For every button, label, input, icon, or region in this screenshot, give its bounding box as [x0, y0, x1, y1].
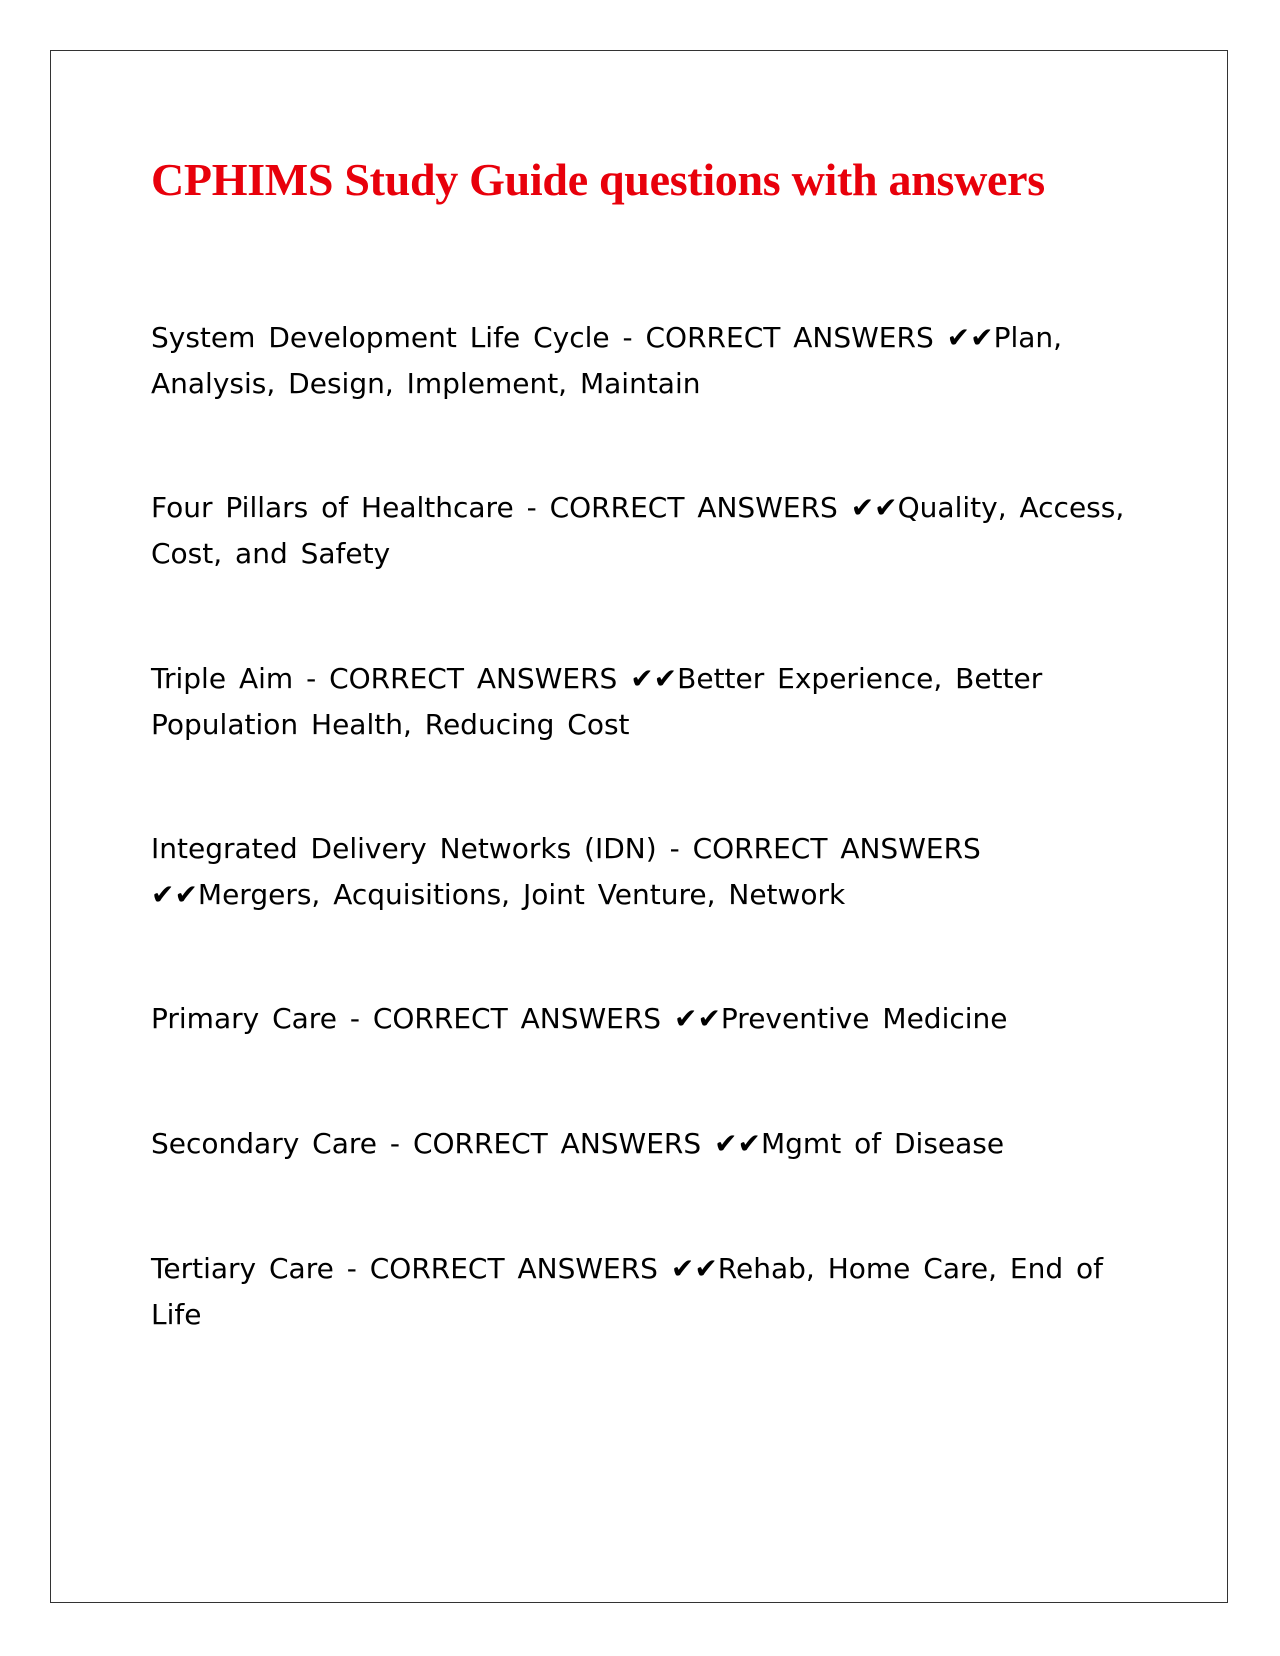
- qa-answer: Plan, Analysis, Design, Implement, Maintain: [151, 321, 1075, 400]
- qa-separator: -: [377, 1127, 413, 1160]
- qa-item-tertiary-care: [151, 1246, 1126, 1338]
- qa-item-sdlc: [151, 315, 1126, 407]
- qa-item-primary-care: [151, 996, 1126, 1042]
- qa-answer: Better Experience, Better Population Health, Reducing Cost: [151, 662, 1056, 741]
- qa-answer-prefix: CORRECT ANSWERS: [692, 832, 981, 865]
- qa-separator: -: [609, 321, 646, 354]
- qa-item-idn: [151, 826, 1126, 918]
- qa-answer: Mergers, Acquisitions, Joint Venture, Network: [197, 878, 846, 911]
- qa-item-triple-aim: [151, 656, 1126, 748]
- qa-answer: Rehab, Home Care, End of Life: [151, 1252, 1116, 1331]
- qa-answer-prefix: CORRECT ANSWERS: [645, 321, 934, 354]
- qa-term: System Development Life Cycle: [151, 321, 610, 354]
- qa-separator: -: [656, 832, 693, 865]
- qa-separator: -: [513, 491, 550, 524]
- qa-term: Secondary Care: [151, 1127, 378, 1160]
- check-marks-icon: ✔✔: [946, 321, 994, 354]
- qa-answer-prefix: CORRECT ANSWERS: [329, 662, 618, 695]
- qa-separator: -: [333, 1252, 370, 1285]
- qa-term: Four Pillars of Healthcare: [151, 491, 514, 524]
- qa-separator: -: [336, 1002, 373, 1035]
- qa-term: Tertiary Care: [151, 1252, 334, 1285]
- check-marks-icon: ✔✔: [670, 1252, 718, 1285]
- qa-answer-prefix: CORRECT ANSWERS: [372, 1002, 662, 1035]
- document-title: CPHIMS Study Guide questions with answers: [151, 154, 1045, 205]
- check-marks-icon: ✔✔: [673, 1002, 721, 1035]
- qa-answer: Quality, Access, Cost, and Safety: [151, 491, 1138, 570]
- qa-item-four-pillars: [151, 485, 1138, 577]
- qa-answer-prefix: CORRECT ANSWERS: [412, 1127, 702, 1160]
- qa-answer: Preventive Medicine: [720, 1002, 1008, 1035]
- check-marks-icon: ✔✔: [151, 878, 198, 911]
- check-marks-icon: ✔✔: [630, 662, 678, 695]
- qa-term: Triple Aim: [151, 662, 294, 695]
- check-marks-icon: ✔✔: [714, 1127, 761, 1160]
- qa-term: Integrated Delivery Networks (IDN): [151, 832, 657, 865]
- qa-answer: Mgmt of Disease: [761, 1127, 1005, 1160]
- qa-separator: -: [293, 662, 330, 695]
- qa-answer-prefix: CORRECT ANSWERS: [369, 1252, 658, 1285]
- qa-item-secondary-care: [151, 1121, 1126, 1167]
- qa-term: Primary Care: [151, 1002, 337, 1035]
- check-marks-icon: ✔✔: [850, 491, 898, 524]
- qa-answer-prefix: CORRECT ANSWERS: [549, 491, 838, 524]
